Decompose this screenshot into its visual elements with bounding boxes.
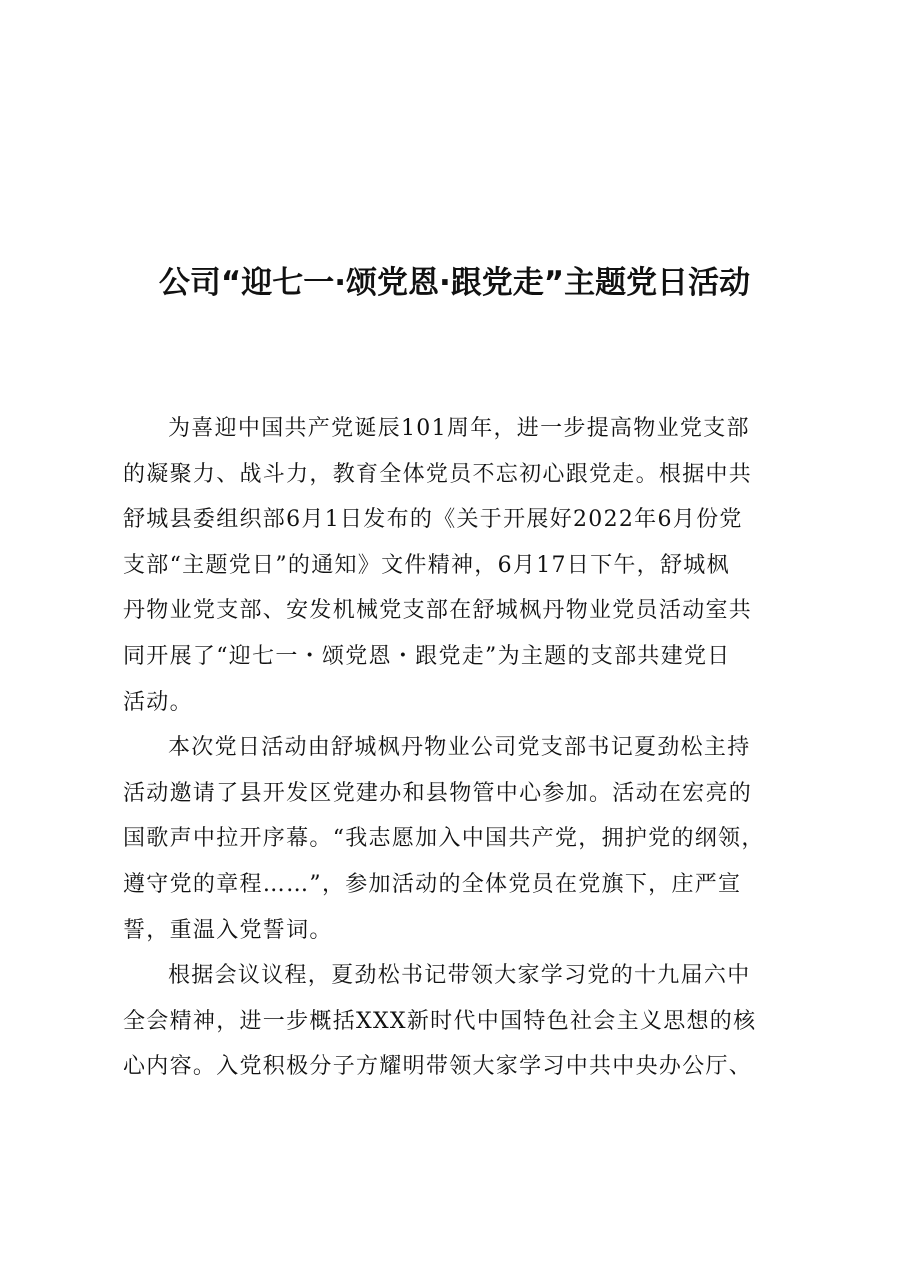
- text-line: 遵守党的章程……”，参加活动的全体党员在党旗下，庄严宣: [123, 871, 742, 897]
- text-line: 支部“主题党日”的通知》文件精神，6月17日下午，舒城枫: [123, 552, 730, 578]
- text-line: 同开展了“迎七一・颂党恩・跟党走”为主题的支部共建党日: [123, 643, 731, 669]
- text-line: 全会精神，进一步概括XXX新时代中国特色社会主义思想的核: [123, 1008, 757, 1034]
- text-line: 的凝聚力、战斗力，教育全体党员不忘初心跟党走。根据中共: [123, 461, 753, 487]
- text-line: 丹物业党支部、安发机械党支部在舒城枫丹物业党员活动室共: [123, 598, 753, 624]
- text-line: 为喜迎中国共产党诞辰101周年，进一步提高物业党支部: [168, 416, 750, 441]
- text-line: 誓，重温入党誓词。: [123, 917, 333, 943]
- text-line: 国歌声中拉开序幕。“我志愿加入中国共产党，拥护党的纲领，: [123, 826, 765, 852]
- document-body: [123, 406, 803, 1090]
- paragraph-1: [123, 406, 803, 725]
- text-line: 心内容。入党积极分子方耀明带领大家学习中共中央办公厅、: [123, 1054, 753, 1080]
- text-line: 活动邀请了县开发区党建办和县物管中心参加。活动在宏亮的: [123, 780, 753, 806]
- paragraph-2: [123, 725, 803, 953]
- text-line: 活动。: [123, 689, 193, 715]
- paragraph-3: [123, 953, 803, 1090]
- text-line: 舒城县委组织部6月1日发布的《关于开展好2022年6月份党: [123, 507, 743, 533]
- text-line: 本次党日活动由舒城枫丹物业公司党支部书记夏劲松主持: [168, 735, 751, 761]
- document-title: 公司“迎七一·颂党恩·跟党走”主题党日活动: [158, 265, 751, 301]
- text-line: 根据会议议程，夏劲松书记带领大家学习党的十九届六中: [168, 963, 751, 989]
